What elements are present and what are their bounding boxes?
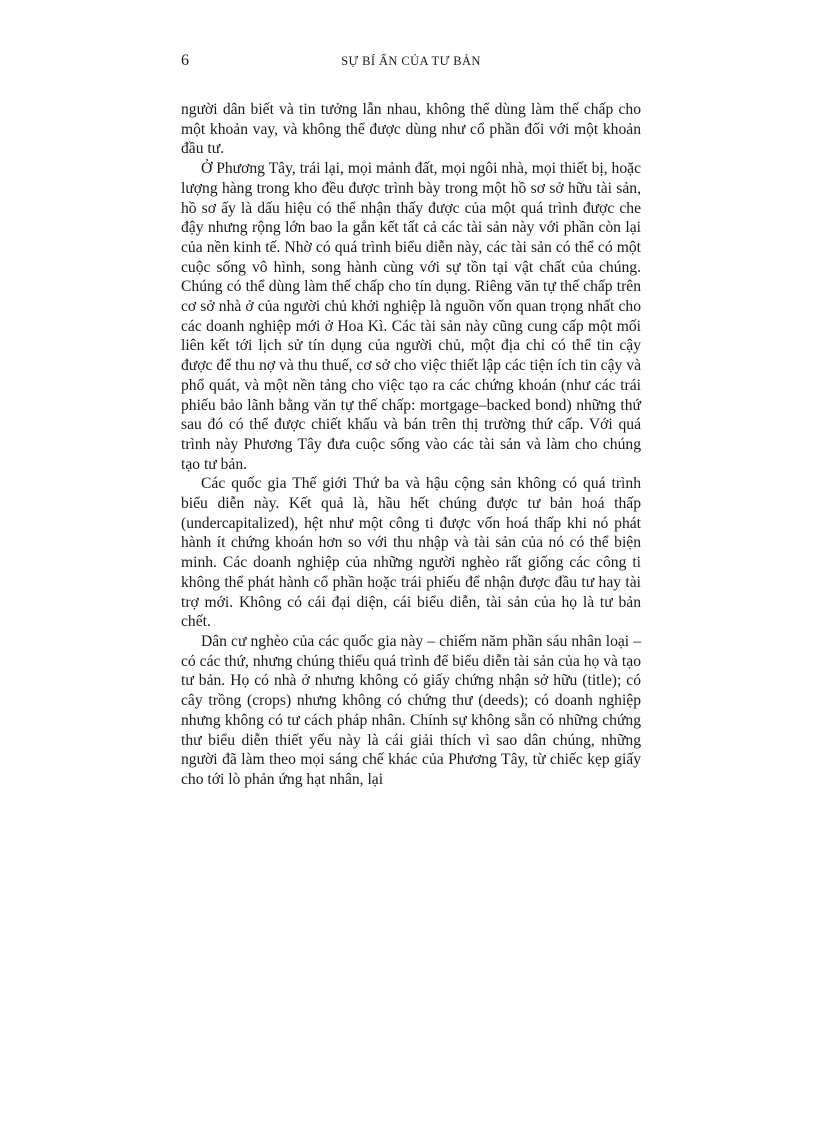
- paragraph-poor-population: Dân cư nghèo của các quốc gia này – chiếm năm phần sáu nhân loại – có các thứ, nhưng chúng thiếu quá trình để biểu diễn tài sản của họ và tạo tư bản. Họ có nhà ở nhưng không có giấy chứng nhận sở hữu (title); có cây trồng (crops) nhưng không có chứng thư (deeds); có doanh nghiệp nhưng không có tư cách pháp nhân. Chính sự không sẵn có những chứng thư biểu diễn thiết yếu này là cái giải thích vì sao dân chúng, những người đã làm theo mọi sáng chế khác của Phương Tây, từ chiếc kẹp giấy cho tới lò phản ứng hạt nhân, lại: [181, 632, 641, 788]
- page-number: 6: [181, 52, 189, 69]
- running-title: SỰ BÍ ẨN CỦA TƯ BẢN: [341, 54, 481, 68]
- paragraph-third-world: Các quốc gia Thế giới Thứ ba và hậu cộng sản không có quá trình biểu diễn này. Kết quả là, hầu hết chúng được tư bản hoá thấp (undercapitalized), hệt như một công ti được vốn hoá thấp khi nó phát hành ít chứng khoán hơn so với thu nhập và tài sản của nó có thể biện minh. Các doanh nghiệp của những người nghèo rất giống các công ti không thể phát hành cổ phần hoặc trái phiếu để nhận được đầu tư hay tài trợ mới. Không có cái đại diện, cái biểu diễn, tài sản của họ là tư bản chết.: [181, 475, 641, 631]
- paragraph-western-property: Ở Phương Tây, trái lại, mọi mảnh đất, mọi ngôi nhà, mọi thiết bị, hoặc lượng hàng trong kho đều được trình bày trong một hồ sơ sở hữu tài sản, hồ sơ ấy là dấu hiệu có thể nhận thấy được của một quá trình được che đậy nhưng rộng lớn bao la gắn kết tất cả các tài sản này với phần còn lại của nền kinh tế. Nhờ có quá trình biểu diễn này, các tài sản có thể có một cuộc sống vô hình, song hành cùng với sự tồn tại vật chất của chúng. Chúng có thể dùng làm thế chấp cho tín dụng. Riêng văn tự thế chấp trên cơ sở nhà ở của người chủ khởi nghiệp là nguồn vốn quan trọng nhất cho các doanh nghiệp mới ở Hoa Kì. Các tài sản này cũng cung cấp một mối liên kết tới lịch sử tín dụng của người chủ, một địa chỉ có thể tin cậy được để thu nợ và thu thuế, cơ sở cho việc thiết lập các tiện ích tin cậy và phổ quát, và một nền tảng cho việc tạo ra các chứng khoán (như các trái phiếu bảo lãnh bằng văn tự thế chấp: mortgage–backed bond) những thứ sau đó có thể được chiết khấu và bán trên thị trường thứ cấp. Với quá trình này Phương Tây đưa cuộc sống vào các tài sản và làm cho chúng tạo tư bản.: [181, 160, 641, 473]
- body-text: [181, 100, 641, 790]
- paragraph-continued: người dân biết và tin tưởng lẫn nhau, không thể dùng làm thế chấp cho một khoản vay, và không thể được dùng như cổ phần đối với một khoản đầu tư.: [181, 101, 641, 158]
- page-header: [181, 51, 641, 71]
